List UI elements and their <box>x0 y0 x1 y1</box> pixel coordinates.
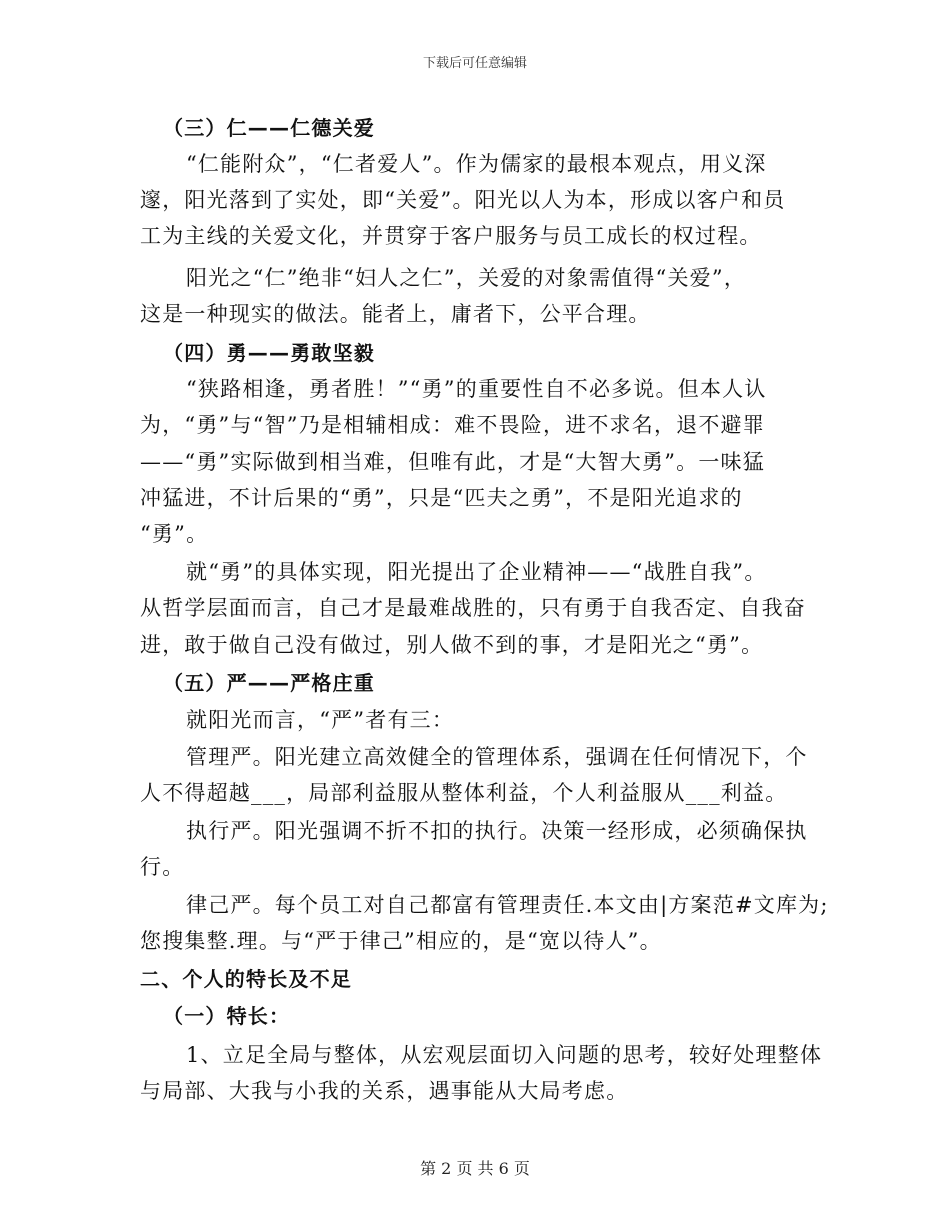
paragraph-line: 与局部、大我与小我的关系，遇事能从大局考虑。 <box>140 1079 629 1103</box>
paragraph-line: 这是一种现实的做法。能者上，庸者下，公平合理。 <box>140 302 651 326</box>
paragraph-line: 冲猛进，不计后果的“勇”，只是“匹夫之勇”，不是阳光追求的 <box>140 486 743 510</box>
paragraph-line: 执行严。阳光强调不折不扣的执行。决策一经形成，必须确保执 <box>186 819 808 843</box>
paragraph-line: 就阳光而言，“严”者有三： <box>186 708 455 732</box>
paragraph-line: ——“勇”实际做到相当难，但唯有此，才是“大智大勇”。一味猛 <box>140 450 765 474</box>
paragraph-line: 管理严。阳光建立高效健全的管理体系，强调在任何情况下，个 <box>186 745 808 769</box>
paragraph-line: 行。 <box>140 855 185 879</box>
paragraph-line: 从哲学层面而言，自己才是最难战胜的，只有勇于自我否定、自我奋 <box>140 596 806 620</box>
paragraph-line: “仁能附众”，“仁者爱人”。作为儒家的最根本观点，用义深 <box>186 152 767 176</box>
paragraph-line: 就“勇”的具体实现，阳光提出了企业精神——“战胜自我”。 <box>186 560 767 584</box>
paragraph-line: “狭路相逢，勇者胜！”“勇”的重要性自不必多说。但本人认 <box>186 377 767 401</box>
page-footer: 第 2 页 共 6 页 <box>420 1159 530 1178</box>
paragraph-line: 律己严。每个员工对自己都富有管理责任.本文由|方案范#文库为; <box>186 893 829 917</box>
paragraph-line: 阳光之“仁”绝非“妇人之仁”，关爱的对象需值得“关爱”， <box>186 266 747 290</box>
paragraph-line: 进，敢于做自己没有做过，别人做不到的事，才是阳光之“勇”。 <box>140 633 764 657</box>
section-heading: （三）仁——仁德关爱 <box>163 116 375 140</box>
page-header: 下载后可任意编辑 <box>422 56 527 71</box>
section-heading: 二、个人的特长及不足 <box>140 967 352 991</box>
section-heading: （五）严——严格庄重 <box>163 671 375 695</box>
paragraph-line: “勇”。 <box>140 522 209 546</box>
paragraph-line: 邃，阳光落到了实处，即“关爱”。阳光以人为本，形成以客户和员 <box>140 188 786 212</box>
paragraph-line: 人不得超越___，局部利益服从整体利益，个人利益服从___利益。 <box>140 781 788 805</box>
paragraph-line: 1、立足全局与整体，从宏观层面切入问题的思考，较好处理整体 <box>186 1043 823 1067</box>
section-heading: （四）勇——勇敢坚毅 <box>163 341 375 365</box>
paragraph-line: 工为主线的关爱文化，并贯穿于客户服务与员工成长的权过程。 <box>140 224 762 248</box>
paragraph-line: 您搜集整.理。与“严于律己”相应的，是“宽以待人”。 <box>140 929 662 953</box>
paragraph-line: 为，“勇”与“智”乃是相辅相成：难不畏险，进不求名，退不避罪 <box>140 413 765 437</box>
section-heading: （一）特长： <box>163 1004 291 1028</box>
